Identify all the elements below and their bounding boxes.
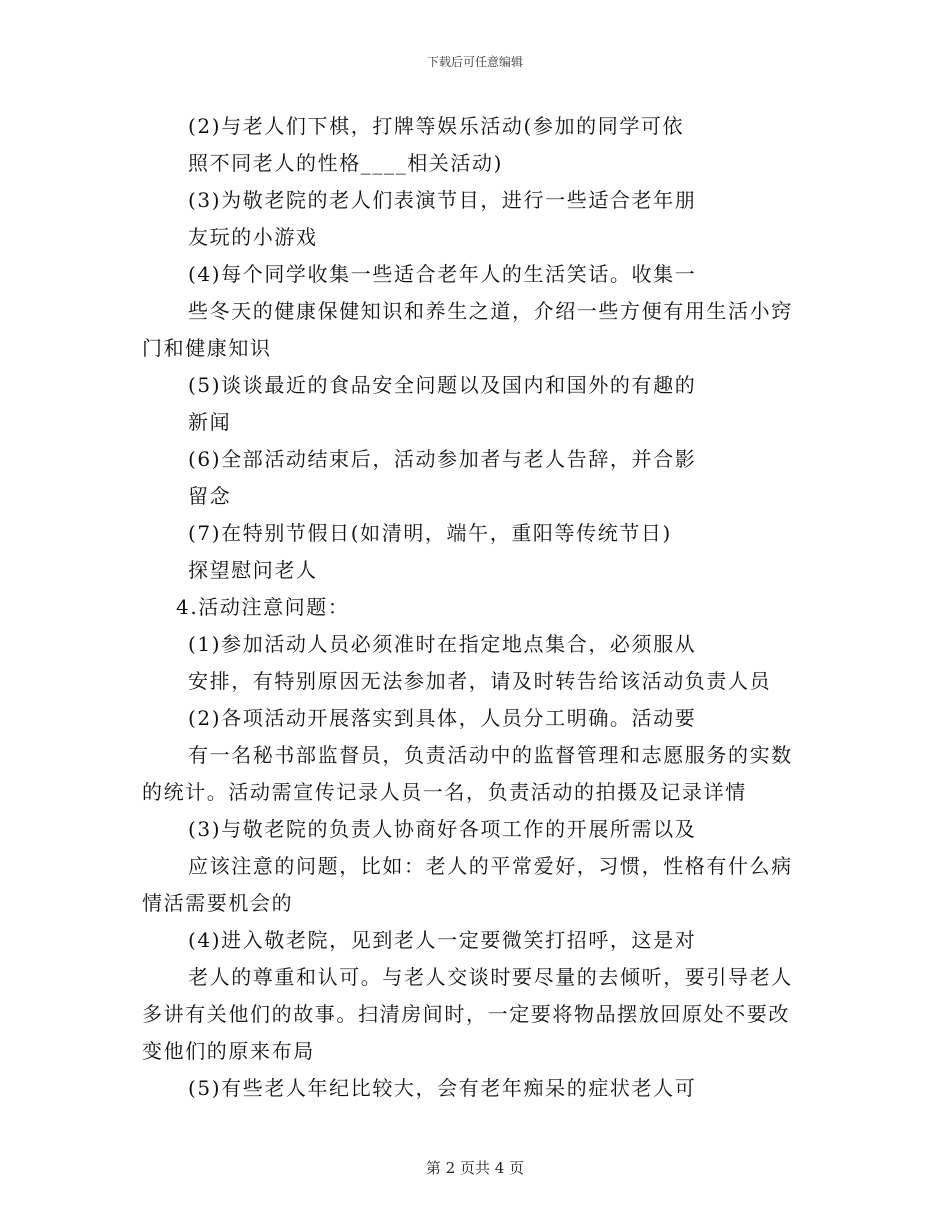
text-line: 探望慰问老人: [188, 558, 318, 582]
text-line: 变他们的原来布局: [142, 1039, 315, 1063]
text-line: (4)每个同学收集一些适合老年人的生活笑话。收集一: [188, 262, 697, 286]
text-line: 老人的尊重和认可。与老人交谈时要尽量的去倾听，要引导老人: [188, 965, 793, 989]
text-line: (5)谈谈最近的食品安全问题以及国内和国外的有趣的: [188, 373, 697, 397]
text-line: 新闻: [188, 410, 232, 434]
text-line: 些冬天的健康保健知识和养生之道，介绍一些方便有用生活小窍: [188, 299, 793, 323]
text-line: (4)进入敬老院，见到老人一定要微笑打招呼，这是对: [188, 928, 697, 952]
text-line: 情活需要机会的: [142, 891, 294, 915]
text-line: (2)各项活动开展落实到具体，人员分工明确。活动要: [188, 706, 697, 730]
text-line: (2)与老人们下棋，打牌等娱乐活动(参加的同学可依: [188, 114, 685, 138]
section-heading: 4.活动注意问题：: [176, 595, 350, 619]
text-line: (1)参加活动人员必须准时在指定地点集合，必须服从: [188, 632, 697, 656]
text-line: 安排，有特别原因无法参加者，请及时转告给该活动负责人员: [188, 669, 772, 693]
text-line: 有一名秘书部监督员，负责活动中的监督管理和志愿服务的实数: [188, 743, 793, 767]
text-line: (5)有些老人年纪比较大，会有老年痴呆的症状老人可: [188, 1076, 697, 1100]
text-line: 应该注意的问题，比如：老人的平常爱好，习惯，性格有什么病: [188, 854, 793, 878]
text-line: 照不同老人的性格____相关活动): [188, 151, 504, 175]
text-line: 友玩的小游戏: [188, 225, 318, 249]
text-line: 留念: [188, 484, 232, 508]
text-line: (6)全部活动结束后，活动参加者与老人告辞，并合影: [188, 447, 697, 471]
text-line: 多讲有关他们的故事。扫清房间时，一定要将物品摆放回原处不要改: [142, 1002, 790, 1026]
page-header: 下载后可任意编辑: [426, 55, 523, 69]
text-line: 的统计。活动需宣传记录人员一名，负责活动的拍摄及记录详情: [142, 780, 747, 804]
text-line: (7)在特别节假日(如清明，端午，重阳等传统节日): [188, 521, 672, 545]
text-line: (3)为敬老院的老人们表演节目，进行一些适合老年朋: [188, 188, 697, 212]
page-footer: 第 2 页共 4 页: [425, 1159, 525, 1177]
text-line: (3)与敬老院的负责人协商好各项工作的开展所需以及: [188, 817, 697, 841]
text-line: 门和健康知识: [142, 336, 272, 360]
